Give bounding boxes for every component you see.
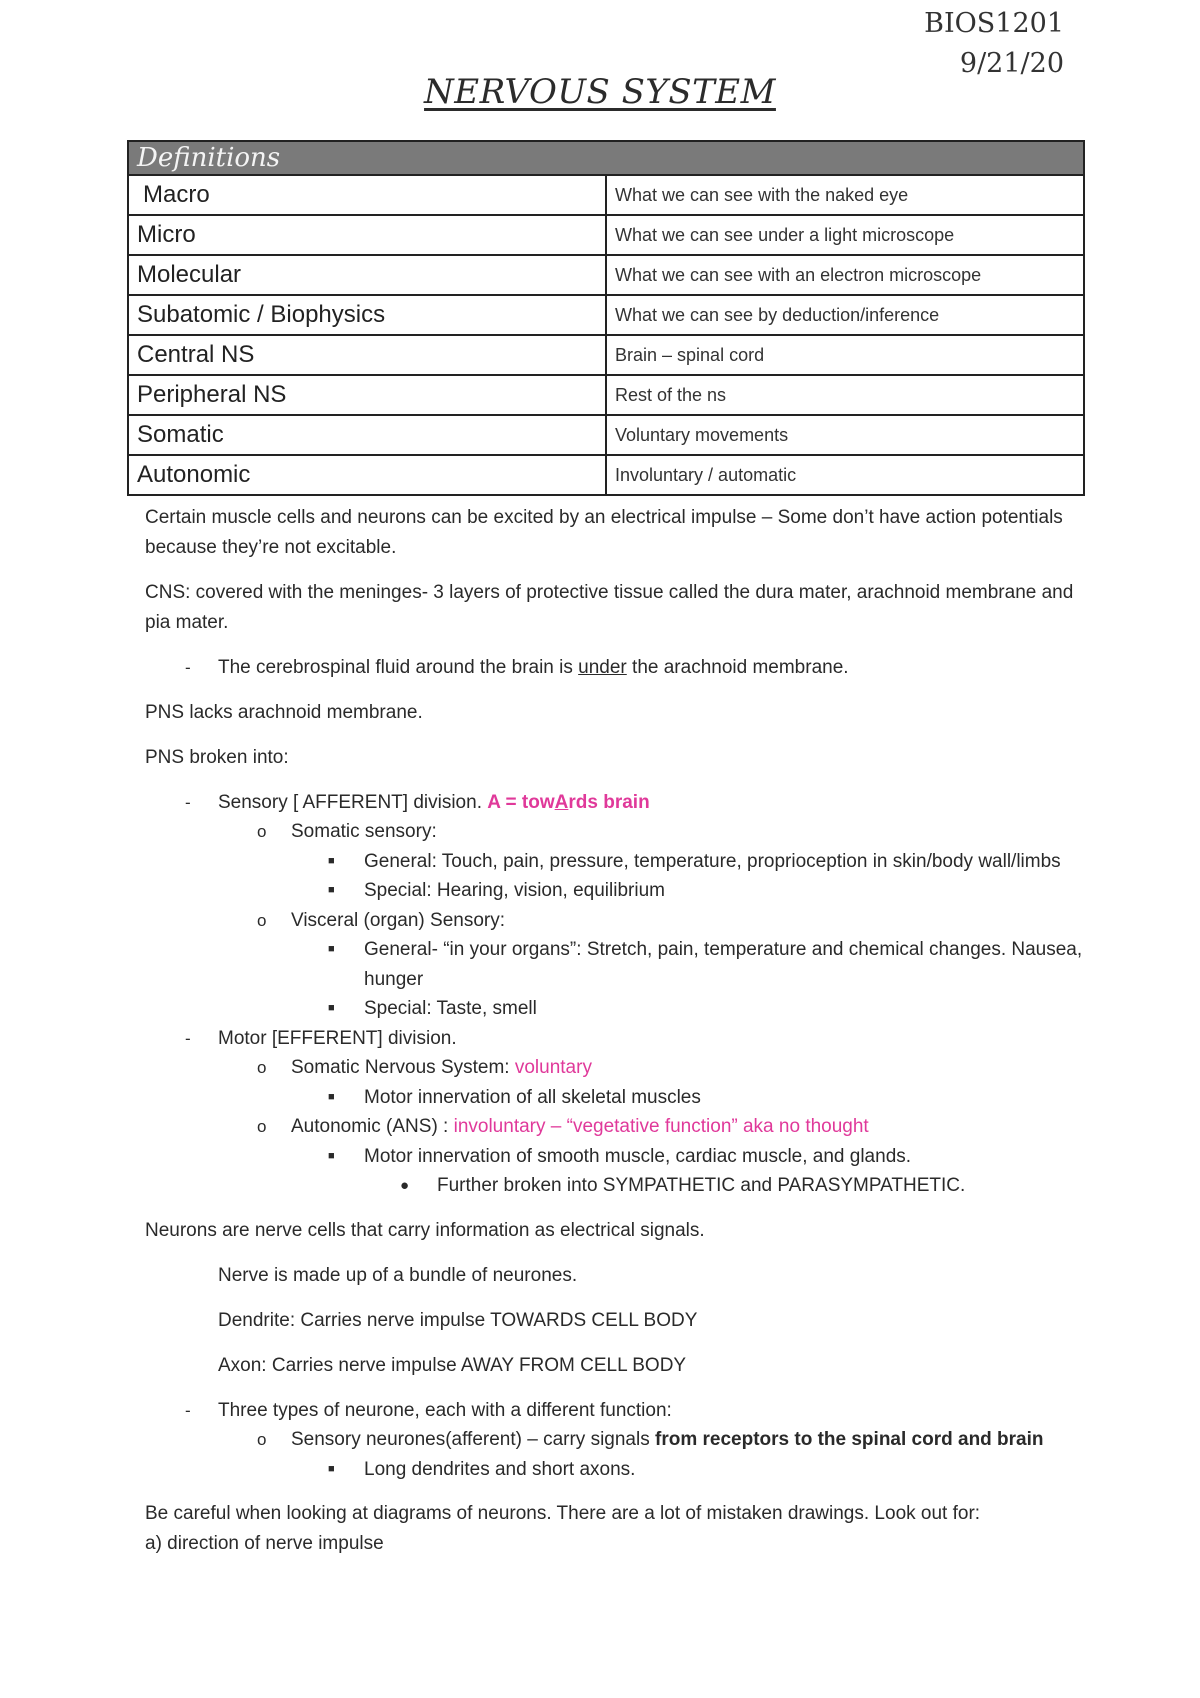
table-row: [128, 255, 1084, 295]
table-row: [128, 455, 1084, 495]
paragraph-excitable: Certain muscle cells and neurons can be excited by an electrical impulse – Some don’t have action potentials because they’re not excitable.: [145, 507, 1063, 558]
dash-bullet: -: [185, 792, 191, 812]
square-bullet: ■: [328, 1002, 335, 1014]
dash-bullet: -: [185, 658, 191, 677]
list-item-somatic-special: ■ Special: Hearing, vision, equilibrium: [145, 876, 1085, 906]
definition-cell: What we can see with an electron microscope: [606, 255, 1084, 295]
paragraph-cns-meninges: CNS: covered with the meninges- 3 layers of protective tissue called the dura mater, arachnoid membrane and pia mater.: [145, 582, 1074, 633]
term-cell: Central NS: [128, 335, 606, 375]
square-bullet: ■: [328, 1090, 335, 1103]
table-row: [128, 295, 1084, 335]
list-item-somatic-sensory: o Somatic sensory:: [145, 817, 1085, 847]
bold-phrase: from receptors to the spinal cord and brain: [655, 1429, 1044, 1450]
list-item-skeletal: ■ Motor innervation of all skeletal muscles: [145, 1083, 1085, 1113]
circle-bullet: o: [257, 910, 267, 930]
paragraph-direction: a) direction of nerve impulse: [145, 1532, 384, 1554]
square-bullet: ■: [328, 1149, 335, 1162]
paragraph-pns-broken: PNS broken into:: [145, 746, 289, 768]
definition-cell: Brain – spinal cord: [606, 335, 1084, 375]
dash-bullet: -: [185, 1028, 191, 1048]
list-item-csf: - The cerebrospinal fluid around the brain is under the arachnoid membrane.: [145, 653, 1085, 683]
table-heading: Definitions: [128, 141, 1084, 175]
table-header-row: [128, 141, 1084, 175]
course-code: BIOS1201: [924, 8, 1064, 39]
circle-bullet: o: [257, 1058, 267, 1077]
term-cell: Autonomic: [128, 455, 606, 495]
list-item-sensory-division: - Sensory [ AFFERENT] division. A = towArds brain: [145, 788, 1085, 818]
list-item-somatic-general: ■ General: Touch, pain, pressure, temperature, proprioception in skin/body wall/limbs: [145, 847, 1085, 877]
underlined-word: under: [578, 657, 627, 678]
table-row: [128, 175, 1084, 215]
circle-bullet: o: [257, 1430, 267, 1449]
definition-cell: What we can see by deduction/inference: [606, 295, 1084, 335]
paragraph-careful: Be careful when looking at diagrams of neurons. There are a lot of mistaken drawings. Look out for:: [145, 1503, 981, 1524]
paragraph-dendrite: Dendrite: Carries nerve impulse TOWARDS CELL BODY: [218, 1309, 698, 1331]
paragraph-pns-lacks: PNS lacks arachnoid membrane.: [145, 701, 423, 723]
definition-cell: Voluntary movements: [606, 415, 1084, 455]
definition-cell: Involuntary / automatic: [606, 455, 1084, 495]
list-item-visceral-general: ■ General- “in your organs”: Stretch, pain, temperature and chemical changes. Nausea, hunger: [145, 935, 1085, 994]
square-bullet: ■: [328, 884, 335, 896]
list-item-visceral-sensory: o Visceral (organ) Sensory:: [145, 906, 1085, 936]
list-item-somatic-ns: o Somatic Nervous System: voluntary: [145, 1053, 1085, 1083]
paragraph-nerve: Nerve is made up of a bundle of neurones.: [218, 1264, 578, 1286]
paragraph-neurons: Neurons are nerve cells that carry information as electrical signals.: [145, 1219, 705, 1241]
table-row: [128, 335, 1084, 375]
term-cell: Somatic: [128, 415, 606, 455]
document-date: 9/21/20: [959, 48, 1064, 79]
list-item-visceral-special: ■ Special: Taste, smell: [145, 994, 1085, 1024]
circle-bullet: o: [257, 822, 267, 841]
list-item-three-types: - Three types of neurone, each with a different function:: [145, 1396, 1085, 1426]
table-row: [128, 415, 1084, 455]
square-bullet: ■: [328, 854, 335, 867]
term-cell: Macro: [128, 175, 606, 215]
notes-body: [145, 503, 1085, 1558]
involuntary-hint: involuntary – “vegetative function” aka no thought: [453, 1116, 869, 1137]
definitions-table: [127, 140, 1085, 496]
list-item-long-dendrites: ■ Long dendrites and short axons.: [145, 1455, 1085, 1485]
voluntary-hint: voluntary: [514, 1057, 592, 1078]
definition-cell: Rest of the ns: [606, 375, 1084, 415]
term-cell: Molecular: [128, 255, 606, 295]
dash-bullet: -: [185, 1400, 191, 1420]
term-cell: Peripheral NS: [128, 375, 606, 415]
table-row: [128, 375, 1084, 415]
paragraph-axon: Axon: Carries nerve impulse AWAY FROM CELL BODY: [218, 1354, 687, 1376]
round-bullet: ●: [400, 1177, 410, 1194]
list-item-smooth-muscle: ■ Motor innervation of smooth muscle, cardiac muscle, and glands.: [145, 1142, 1085, 1172]
afferent-hint: A = towArds brain: [487, 791, 650, 813]
definition-cell: What we can see with the naked eye: [606, 175, 1084, 215]
square-bullet: ■: [328, 1462, 335, 1475]
term-cell: Subatomic / Biophysics: [128, 295, 606, 335]
list-item-motor-division: - Motor [EFFERENT] division.: [145, 1024, 1085, 1054]
list-item-sensory-neurones: o Sensory neurones(afferent) – carry signals from receptors to the spinal cord and brain: [145, 1425, 1085, 1455]
circle-bullet: o: [257, 1117, 267, 1136]
list-item-sympathetic: ● Further broken into SYMPATHETIC and PARASYMPATHETIC.: [145, 1171, 1085, 1201]
square-bullet: ■: [328, 943, 335, 955]
term-cell: Micro: [128, 215, 606, 255]
page-title: NERVOUS SYSTEM: [424, 72, 776, 112]
table-row: [128, 215, 1084, 255]
list-item-autonomic: o Autonomic (ANS) : involuntary – “vegetative function” aka no thought: [145, 1112, 1085, 1142]
definition-cell: What we can see under a light microscope: [606, 215, 1084, 255]
